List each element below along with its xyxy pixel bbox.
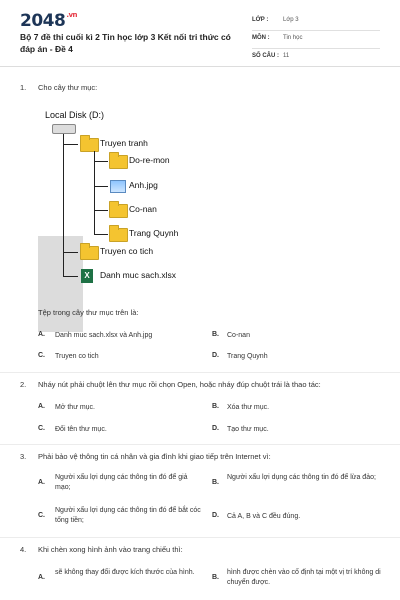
question-text: Phải bảo vệ thông tin cá nhân và gia đình khi giao tiếp trên Internet vì: <box>38 452 271 461</box>
option-letter: C. <box>38 512 45 519</box>
exam-meta <box>252 13 380 67</box>
tree-line <box>94 161 108 162</box>
folder-icon <box>80 246 99 260</box>
tree-node: Co-nan <box>129 204 157 214</box>
image-file-icon <box>110 180 126 193</box>
tree-node: Do-re-mon <box>129 155 170 165</box>
answer-option[interactable]: Mở thư mục. <box>55 404 96 411</box>
folder-icon <box>80 138 99 152</box>
option-letter: D. <box>212 352 219 359</box>
option-letter: B. <box>212 479 219 486</box>
folder-icon <box>109 204 128 218</box>
option-letter: B. <box>212 574 219 581</box>
tree-line <box>94 151 95 235</box>
folder-icon <box>109 155 128 169</box>
answer-option[interactable]: Đổi tên thư mục. <box>55 426 107 433</box>
question-number: 2. <box>20 380 27 389</box>
question-number: 4. <box>20 545 27 554</box>
site-logo[interactable]: $2048^{.vn}$ <box>20 11 78 31</box>
option-letter: B. <box>212 331 219 338</box>
option-letter: A. <box>38 479 45 486</box>
tree-node: Truyen co tich <box>100 246 154 256</box>
option-letter: C. <box>38 352 45 359</box>
question-separator <box>0 537 400 538</box>
option-letter: A. <box>38 574 45 581</box>
answer-option[interactable]: Cả A, B và C đều đúng. <box>227 513 301 520</box>
meta-count: SỐ CÂU : 11 <box>252 49 380 67</box>
tree-node: Truyen tranh <box>100 138 148 148</box>
question-separator <box>0 444 400 445</box>
folder-tree <box>38 106 218 294</box>
question-text: Cho cây thư mục: <box>38 83 98 92</box>
option-letter: C. <box>38 425 45 432</box>
tree-line <box>63 144 78 145</box>
answer-option[interactable]: sẽ không thay đổi được kích thước của hình. <box>55 569 195 576</box>
option-letter: A. <box>38 403 45 410</box>
answer-option[interactable]: Người xấu lợi dụng các thông tin đó để giả mạo; <box>55 474 188 491</box>
option-letter: D. <box>212 425 219 432</box>
answer-option[interactable]: Trang Quynh <box>227 353 268 360</box>
tree-line <box>63 252 78 253</box>
folder-icon <box>109 228 128 242</box>
answer-option[interactable]: Tạo thư mục. <box>227 426 269 433</box>
answer-option[interactable]: hình được chèn vào cố định tại một vị trí không di chuyển được. <box>227 569 381 586</box>
tree-node: Anh.jpg <box>129 180 158 190</box>
answer-option[interactable]: Người xấu lợi dụng các thông tin đó để lừa đảo; <box>227 474 376 481</box>
answer-option[interactable]: Co-nan <box>227 332 250 339</box>
option-letter: D. <box>212 512 219 519</box>
drive-icon <box>52 124 76 134</box>
tree-line <box>94 210 108 211</box>
meta-class: LỚP : Lớp 3 <box>252 13 380 31</box>
question-number: 1. <box>20 83 27 92</box>
question-text: Nháy nút phải chuột lên thư mục rồi chọn Open, hoặc nháy đúp chuột trái là thao tác: <box>38 380 321 389</box>
answer-option[interactable]: Truyen co tich <box>55 353 99 360</box>
page-title: Bộ 7 đề thi cuối kì 2 Tin học lớp 3 Kết nối tri thức có đáp án - Đề 4 <box>20 32 231 54</box>
tree-root-label: Local Disk (D:) <box>45 110 105 120</box>
tree-node: Trang Quynh <box>129 228 179 238</box>
tree-line <box>63 134 64 276</box>
page-header <box>0 0 400 70</box>
question-separator <box>0 372 400 373</box>
header-divider <box>0 66 400 67</box>
tree-line <box>94 234 108 235</box>
answer-option[interactable]: Người xấu lợi dụng các thông tin đó để bắt cóc tống tiền; <box>55 507 201 524</box>
question-number: 3. <box>20 452 27 461</box>
option-letter: B. <box>212 403 219 410</box>
tree-line <box>63 276 78 277</box>
option-letter: A. <box>38 331 45 338</box>
meta-subject: MÔN : Tin học <box>252 31 380 49</box>
question-prompt: Tệp trong cây thư mục trên là: <box>38 308 139 317</box>
excel-file-icon: X <box>81 269 93 283</box>
question-text: Khi chèn xong hình ảnh vào trang chiếu thì: <box>38 545 183 554</box>
answer-option[interactable]: Danh muc sach.xlsx và Anh.jpg <box>55 332 153 339</box>
tree-node: Danh muc sach.xlsx <box>100 270 177 280</box>
tree-line <box>94 186 108 187</box>
answer-option[interactable]: Xóa thư mục. <box>227 404 270 411</box>
